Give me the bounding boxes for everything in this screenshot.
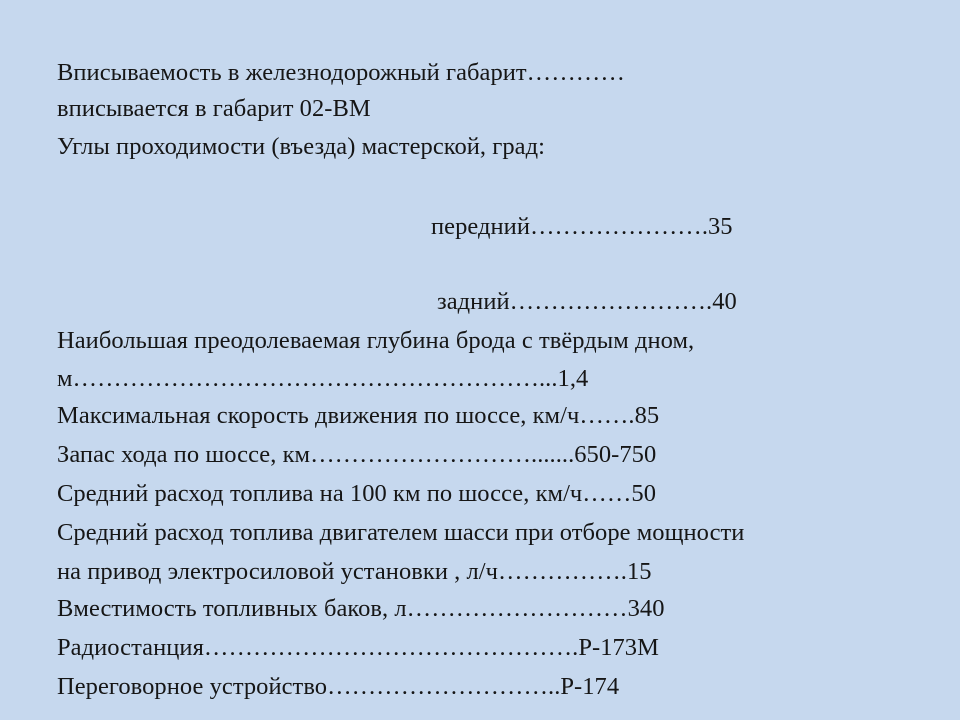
spec-fuel-consumption: Средний расход топлива на 100 км по шоссе, км/ч……50 — [57, 480, 657, 507]
spec-railway-gauge-fit: Вписываемость в железнодорожный габарит………… — [57, 59, 625, 86]
spec-fuel-tank-capacity: Вместимость топливных баков, л………………………340 — [57, 595, 665, 622]
spec-ford-depth-label: Наибольшая преодолеваемая глубина брода с твёрдым дном, — [57, 327, 695, 354]
spec-rear-angle: задний…………………….40 — [437, 288, 737, 315]
spec-ford-depth-value: м…………………………………………………...1,4 — [57, 365, 589, 392]
spec-range: Запас хода по шоссе, км……………………….......650-750 — [57, 441, 657, 468]
spec-pto-fuel-consumption-label: Средний расход топлива двигателем шасси при отборе мощности — [57, 519, 745, 546]
spec-radio-station: Радиостанция……………………………………….Р-173М — [57, 634, 659, 661]
spec-railway-gauge-value: вписывается в габарит 02-ВМ — [57, 95, 371, 122]
spec-approach-angles-heading: Углы проходимости (въезда) мастерской, град: — [57, 133, 545, 160]
spec-max-speed: Максимальная скорость движения по шоссе, км/ч…….85 — [57, 402, 660, 429]
spec-intercom: Переговорное устройство………………………..Р-174 — [57, 673, 620, 700]
spec-front-angle: передний………………….35 — [431, 213, 733, 240]
spec-pto-fuel-consumption-value: на привод электросиловой установки , л/ч…………….15 — [57, 558, 652, 585]
